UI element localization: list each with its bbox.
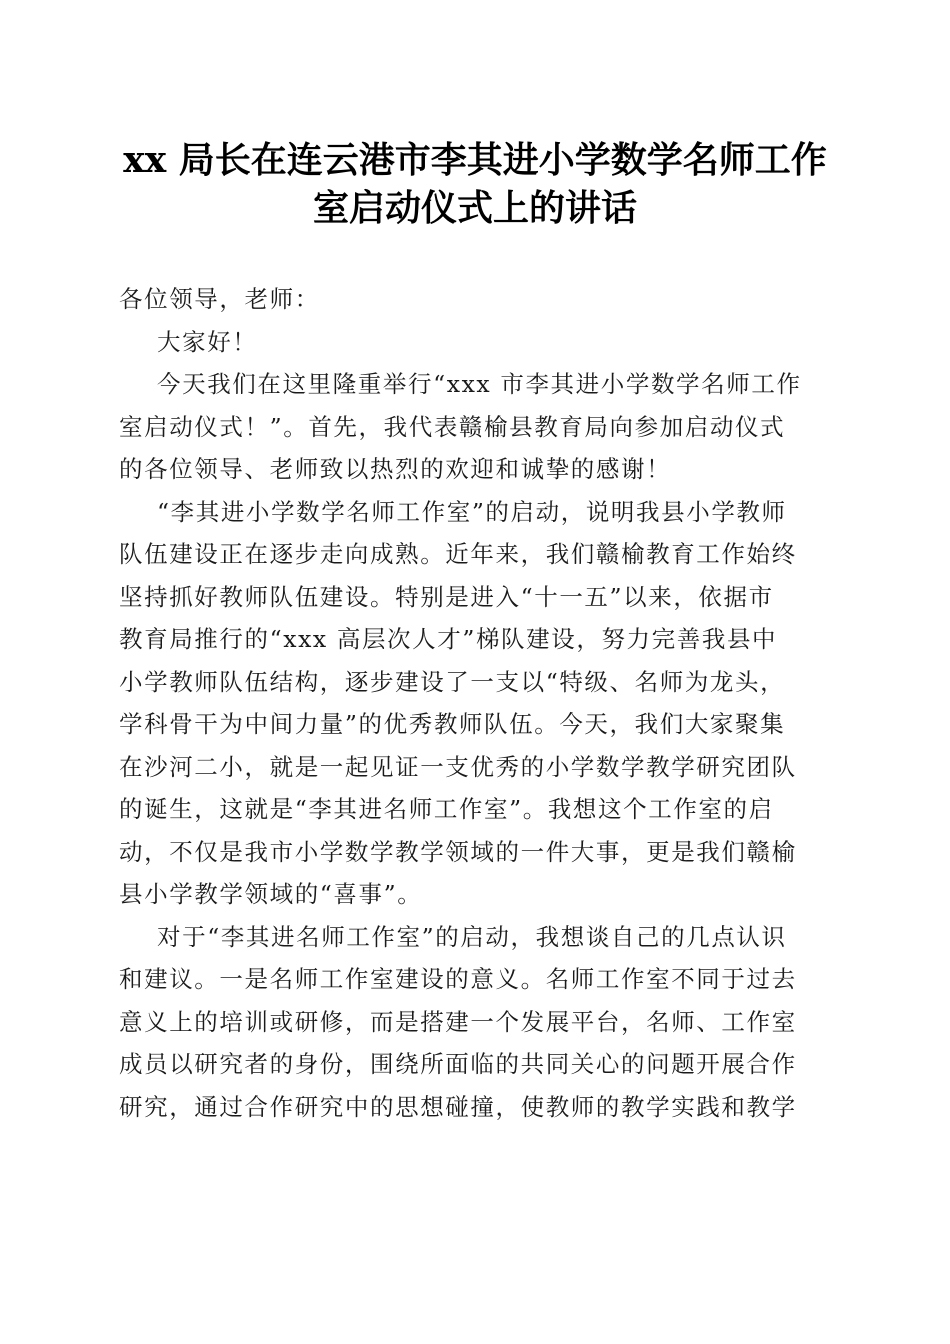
- paragraph-1: [119, 363, 827, 491]
- title-line-1: xx 局长在连云港市李其进小学数学名师工作: [123, 139, 827, 181]
- paragraph-2-line: 坚持抓好教师队伍建设。特别是进入“十一五”以来，依据市: [119, 582, 774, 611]
- paragraph-3: [119, 916, 827, 1129]
- paragraph-3-line: 对于“李其进名师工作室”的启动，我想谈自己的几点认识: [157, 922, 787, 951]
- paragraph-2-line: “李其进小学数学名师工作室”的启动，说明我县小学教师: [157, 497, 787, 526]
- paragraph-2-line: 在沙河二小，就是一起见证一支优秀的小学数学教学研究团队: [119, 752, 797, 781]
- paragraph-2-line: 学科骨干为中间力量”的优秀教师队伍。今天，我们大家聚集: [119, 710, 786, 738]
- document-body: [119, 278, 827, 1128]
- paragraph-2-line: 动，不仅是我市小学数学教学领域的一件大事，更是我们赣榆: [119, 837, 797, 866]
- paragraph-1-line: 室启动仪式！”。首先，我代表赣榆县教育局向参加启动仪式: [119, 412, 786, 441]
- paragraph-2-line: 县小学教学领域的“喜事”。: [119, 880, 423, 908]
- paragraph-3-line: 意义上的培训或研修，而是搭建一个发展平台，名师、工作室: [119, 1007, 797, 1036]
- paragraph-2: [119, 491, 827, 916]
- greeting: 大家好！: [157, 327, 258, 356]
- title-line-2: 室启动仪式上的讲话: [312, 187, 637, 229]
- document-title: [100, 136, 850, 232]
- paragraph-3-line: 研究，通过合作研究中的思想碰撞，使教师的教学实践和教学: [119, 1092, 797, 1121]
- salutation: 各位领导，老师：: [119, 285, 320, 313]
- paragraph-2-line: 队伍建设正在逐步走向成熟。近年来，我们赣榆教育工作始终: [119, 540, 797, 568]
- paragraph-1-line: 今天我们在这里隆重举行“xxx 市李其进小学数学名师工作: [157, 370, 802, 398]
- paragraph-3-line: 和建议。一是名师工作室建设的意义。名师工作室不同于过去: [119, 965, 797, 993]
- paragraph-3-line: 成员以研究者的身份，围绕所面临的共同关心的问题开展合作: [119, 1050, 797, 1078]
- paragraph-2-line: 教育局推行的“xxx 高层次人才”梯队建设，努力完善我县中: [119, 625, 778, 653]
- paragraph-2-line: 的诞生，这就是“李其进名师工作室”。我想这个工作室的启: [119, 795, 774, 823]
- paragraph-1-line: 的各位领导、老师致以热烈的欢迎和诚挚的感谢！: [119, 455, 672, 483]
- paragraph-2-line: 小学教师队伍结构，逐步建设了一支以“特级、名师为龙头，: [119, 667, 786, 696]
